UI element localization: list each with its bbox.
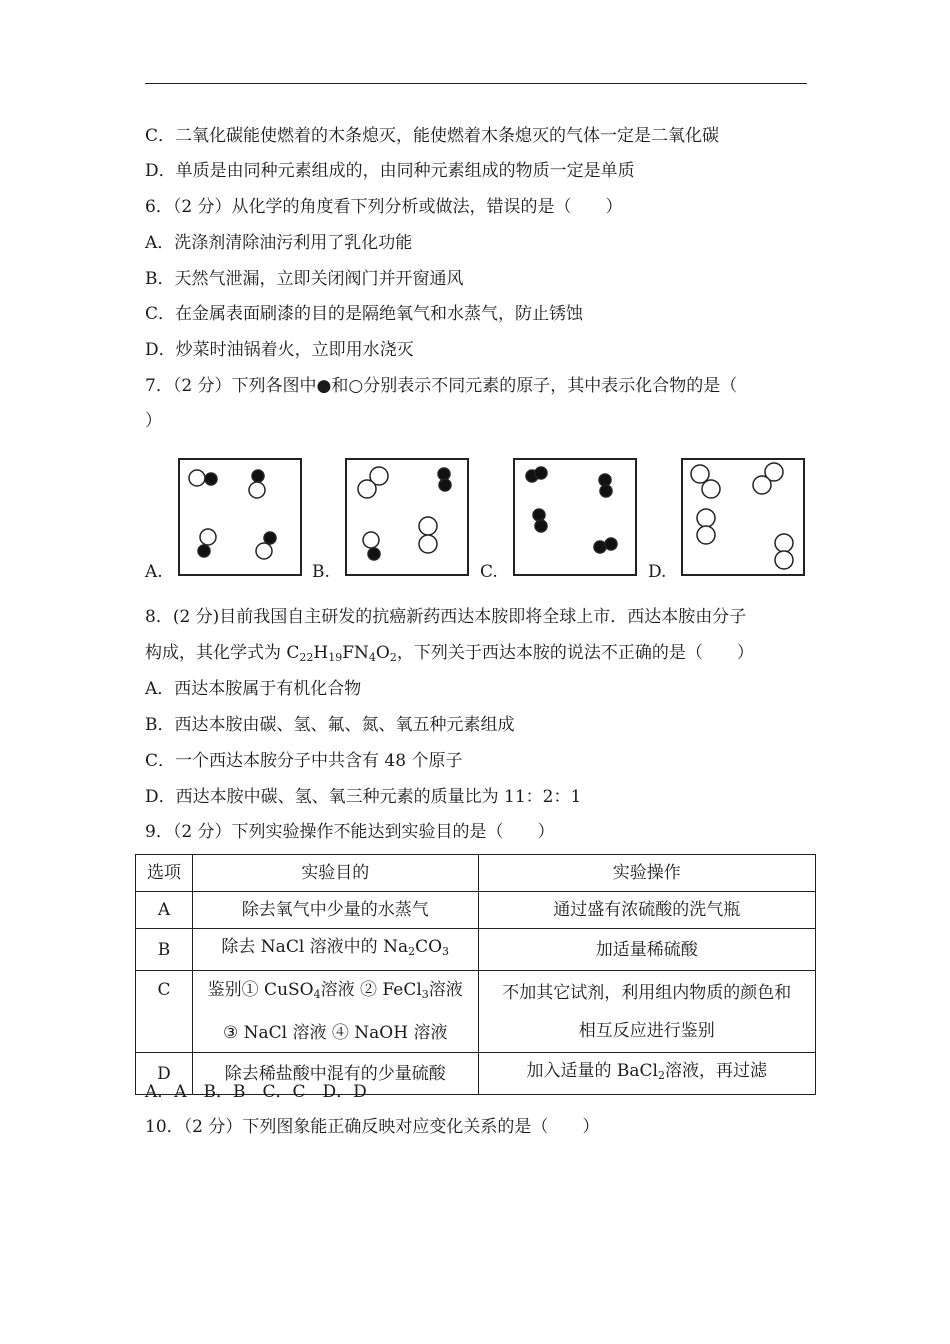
table-row bbox=[136, 892, 816, 929]
header-option: 选项 bbox=[136, 855, 193, 892]
atom-white bbox=[358, 480, 376, 498]
row-b-purpose: 除去 NaCl 溶液中的 $Na_2CO_3$ bbox=[192, 929, 478, 971]
q6-option-d: D．炒菜时油锅着火，立即用水浇灭 bbox=[145, 340, 414, 360]
atom-white bbox=[753, 476, 771, 494]
atom-black bbox=[198, 545, 210, 557]
atom-black bbox=[599, 474, 611, 486]
atom-white bbox=[249, 482, 265, 498]
row-d-purpose: 除去稀盐酸中混有的少量硫酸 bbox=[192, 1053, 478, 1095]
q10-stem: 10．（2 分）下列图象能正确反映对应变化关系的是（ ） bbox=[145, 1117, 600, 1137]
header-operation: 实验操作 bbox=[478, 855, 815, 892]
atom-black bbox=[535, 467, 547, 479]
q8-option-c: C．一个西达本胺分子中共含有 48 个原子 bbox=[145, 751, 463, 771]
atom-white bbox=[363, 532, 379, 548]
row-c-option: C bbox=[136, 971, 193, 1053]
atom-black bbox=[535, 520, 547, 532]
header-purpose: 实验目的 bbox=[192, 855, 478, 892]
atom-black bbox=[605, 538, 617, 550]
q6-option-c: C．在金属表面刷漆的目的是隔绝氧气和水蒸气，防止锈蚀 bbox=[145, 304, 584, 324]
atom-white bbox=[256, 543, 272, 559]
row-d-option: D bbox=[136, 1053, 193, 1095]
q7-stem-line1: 7．（2 分）下列各图中●和○分别表示不同元素的原子，其中表示化合物的是（ bbox=[145, 376, 738, 396]
q9-options: A．A B．B C．C D．D bbox=[145, 1082, 367, 1102]
atom-white bbox=[200, 529, 216, 545]
atom-white bbox=[775, 534, 793, 552]
table-row bbox=[136, 971, 816, 1053]
row-d-operation: 加入适量的 BaCl$_2$溶液，再过滤 bbox=[478, 1053, 815, 1095]
atom-black bbox=[438, 468, 450, 480]
q6-stem: 6．（2 分）从化学的角度看下列分析或做法，错误的是（ ） bbox=[145, 197, 623, 217]
atom-black bbox=[264, 532, 276, 544]
row-a-purpose: 除去氧气中少量的水蒸气 bbox=[192, 892, 478, 929]
row-c-operation: 不加其它试剂，利用组内物质的颜色和 相互反应进行鉴别 bbox=[478, 971, 815, 1053]
atom-white bbox=[697, 526, 715, 544]
q9-stem: 9．（2 分）下列实验操作不能达到实验目的是（ ） bbox=[145, 822, 555, 842]
q7-label-b: B. bbox=[312, 562, 330, 582]
row-a-operation: 通过盛有浓硫酸的洗气瓶 bbox=[478, 892, 815, 929]
atom-black bbox=[594, 541, 606, 553]
atom-white bbox=[189, 470, 205, 486]
q8-stem-line2: 构成，其化学式为 $C_{22}H_{19}FN_4O_2$，下列关于西达本胺的说法不正确的是（ ） bbox=[145, 643, 754, 664]
q6-option-b: B．天然气泄漏，立即关闭阀门并开窗通风 bbox=[145, 269, 464, 289]
q7-label-d: D. bbox=[648, 562, 667, 582]
q5-option-c: C．二氧化碳能使燃着的木条熄灭，能使燃着木条熄灭的气体一定是二氧化碳 bbox=[145, 126, 720, 146]
table-row bbox=[136, 929, 816, 971]
row-b-option: B bbox=[136, 929, 193, 971]
atom-black bbox=[600, 485, 612, 497]
q7-stem-line2: ） bbox=[145, 411, 162, 431]
table-row bbox=[136, 855, 816, 892]
row-b-operation: 加适量稀硫酸 bbox=[478, 929, 815, 971]
q8-option-b: B．西达本胺由碳、氢、氟、氮、氧五种元素组成 bbox=[145, 715, 515, 735]
q8-option-a: A．西达本胺属于有机化合物 bbox=[145, 679, 362, 699]
atom-white bbox=[691, 465, 709, 483]
q8-option-d: D．西达本胺中碳、氢、氧三种元素的质量比为 11：2：1 bbox=[145, 787, 582, 807]
atom-black bbox=[205, 473, 217, 485]
row-a-option: A bbox=[136, 892, 193, 929]
atom-white bbox=[775, 551, 793, 569]
q6-option-a: A．洗涤剂清除油污利用了乳化功能 bbox=[145, 233, 413, 253]
q8-stem-line1: 8．(2 分)目前我国自主研发的抗癌新药西达本胺即将全球上市．西达本胺由分子 bbox=[145, 607, 747, 627]
atom-black bbox=[439, 479, 451, 491]
row-c-purpose: 鉴别① CuSO$_4$溶液 ② FeCl$_3$溶液 ③ NaCl 溶液 ④ NaOH 溶液 bbox=[192, 971, 478, 1053]
q7-label-a: A. bbox=[145, 562, 163, 582]
atom-black bbox=[368, 548, 380, 560]
atom-black bbox=[252, 470, 264, 482]
q7-label-c: C. bbox=[480, 562, 498, 582]
atom-black bbox=[533, 509, 545, 521]
q9-table bbox=[135, 854, 816, 1095]
q5-option-d: D．单质是由同种元素组成的，由同种元素组成的物质一定是单质 bbox=[145, 161, 635, 181]
atom-white bbox=[419, 535, 437, 553]
atom-white bbox=[697, 509, 715, 527]
atom-white bbox=[702, 480, 720, 498]
atom-white bbox=[419, 517, 437, 535]
